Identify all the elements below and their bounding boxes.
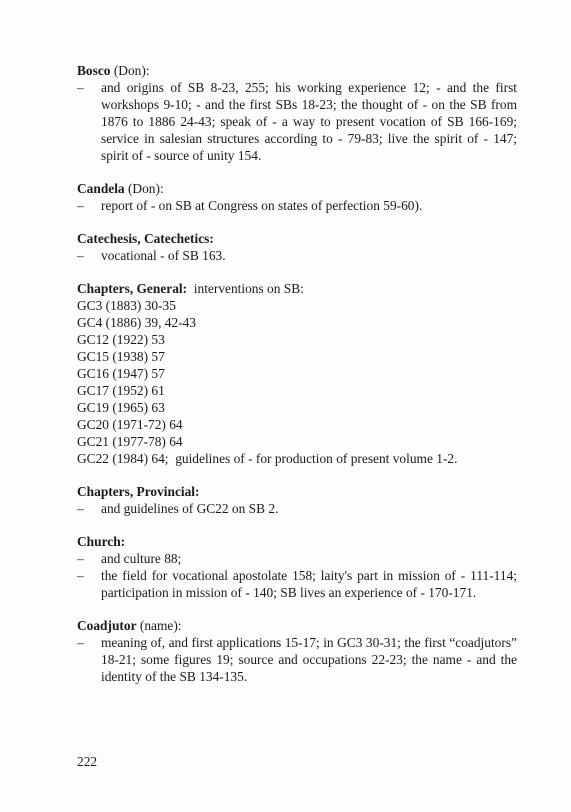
index-term-qualifier: (Don): xyxy=(124,181,164,196)
dash-marker: – xyxy=(77,198,84,213)
index-subentry xyxy=(77,567,517,601)
index-entry-heading xyxy=(77,533,517,550)
index-line: GC15 (1938) 57 xyxy=(77,349,165,364)
index-term: Candela xyxy=(77,181,125,196)
index-line: GC4 (1886) 39, 42-43 xyxy=(77,315,197,330)
index-entry xyxy=(77,62,517,164)
dash-marker: – xyxy=(77,551,84,566)
index-subentry-text: meaning of, and first applications 15-17; in GC3 30-31; the first “coadjutors” 18-21; some figures 19; source and occupations 22-23; the name - and the identity of the SB 134-135. xyxy=(101,635,517,684)
index-subentry-text: report of - on SB at Congress on states of perfection 59-60). xyxy=(101,198,423,213)
dash-marker: – xyxy=(77,501,84,516)
index-entry xyxy=(77,533,517,601)
index-subentry xyxy=(77,247,517,264)
dash-marker: – xyxy=(77,248,84,263)
dash-marker: – xyxy=(77,635,84,650)
index-term: Chapters, Provincial: xyxy=(77,484,200,499)
index-subentry-text: and guidelines of GC22 on SB 2. xyxy=(101,501,279,516)
index-entry xyxy=(77,230,517,264)
index-term-qualifier: (Don): xyxy=(110,63,150,78)
index-line: GC12 (1922) 53 xyxy=(77,332,165,347)
index-subentry-text: and culture 88; xyxy=(101,551,182,566)
index-term: Coadjutor xyxy=(77,618,137,633)
index-subentry-text: and origins of SB 8-23, 255; his working experience 12; - and the first workshops 9-10; - and the first SBs 18-23; the thought of - on the SB from 1876 to 1886 24-43; speak of - a way to present vocation of SB 166-169; service in salesian structures according to - 79-83; live the spirit of - 147; spirit of - source of unity 154. xyxy=(101,80,517,163)
index-term: Church: xyxy=(77,534,126,549)
dash-marker: – xyxy=(77,568,84,583)
index-subentry xyxy=(77,500,517,517)
index-entry-heading xyxy=(77,180,517,197)
index-entry-heading xyxy=(77,62,517,79)
index-content xyxy=(77,62,517,701)
index-entry xyxy=(77,617,517,685)
index-line: GC16 (1947) 57 xyxy=(77,366,165,381)
index-term-qualifier: interventions on SB: xyxy=(187,281,304,296)
index-line: GC21 (1977-78) 64 xyxy=(77,434,183,449)
index-term: Bosco xyxy=(77,63,111,78)
index-line: GC17 (1952) 61 xyxy=(77,383,165,398)
index-line: GC22 (1984) 64; guidelines of - for production of present volume 1-2. xyxy=(77,451,458,466)
index-entry-heading xyxy=(77,280,517,297)
index-subentry-text: vocational - of SB 163. xyxy=(101,248,226,263)
dash-marker: – xyxy=(77,80,84,95)
index-entry xyxy=(77,280,517,467)
index-entry-heading xyxy=(77,617,517,634)
index-term: Catechesis, Catechetics: xyxy=(77,231,214,246)
index-entry-heading xyxy=(77,483,517,500)
index-subentry-text: the field for vocational apostolate 158; laity's part in mission of - 111-114; participation in mission of - 140; SB lives an experience of - 170-171. xyxy=(101,568,517,600)
index-line: GC19 (1965) 63 xyxy=(77,400,165,415)
index-subentry xyxy=(77,197,517,214)
index-line: GC20 (1971-72) 64 xyxy=(77,417,183,432)
index-term: Chapters, General: xyxy=(77,281,188,296)
index-line: GC3 (1883) 30-35 xyxy=(77,298,176,313)
index-term-qualifier: (name): xyxy=(136,618,182,633)
index-entry xyxy=(77,483,517,517)
index-subentry xyxy=(77,79,517,164)
index-entry-heading xyxy=(77,230,517,247)
index-entry xyxy=(77,180,517,214)
index-subentry xyxy=(77,634,517,685)
index-subentry xyxy=(77,550,517,567)
page-number: 222 xyxy=(77,754,98,769)
